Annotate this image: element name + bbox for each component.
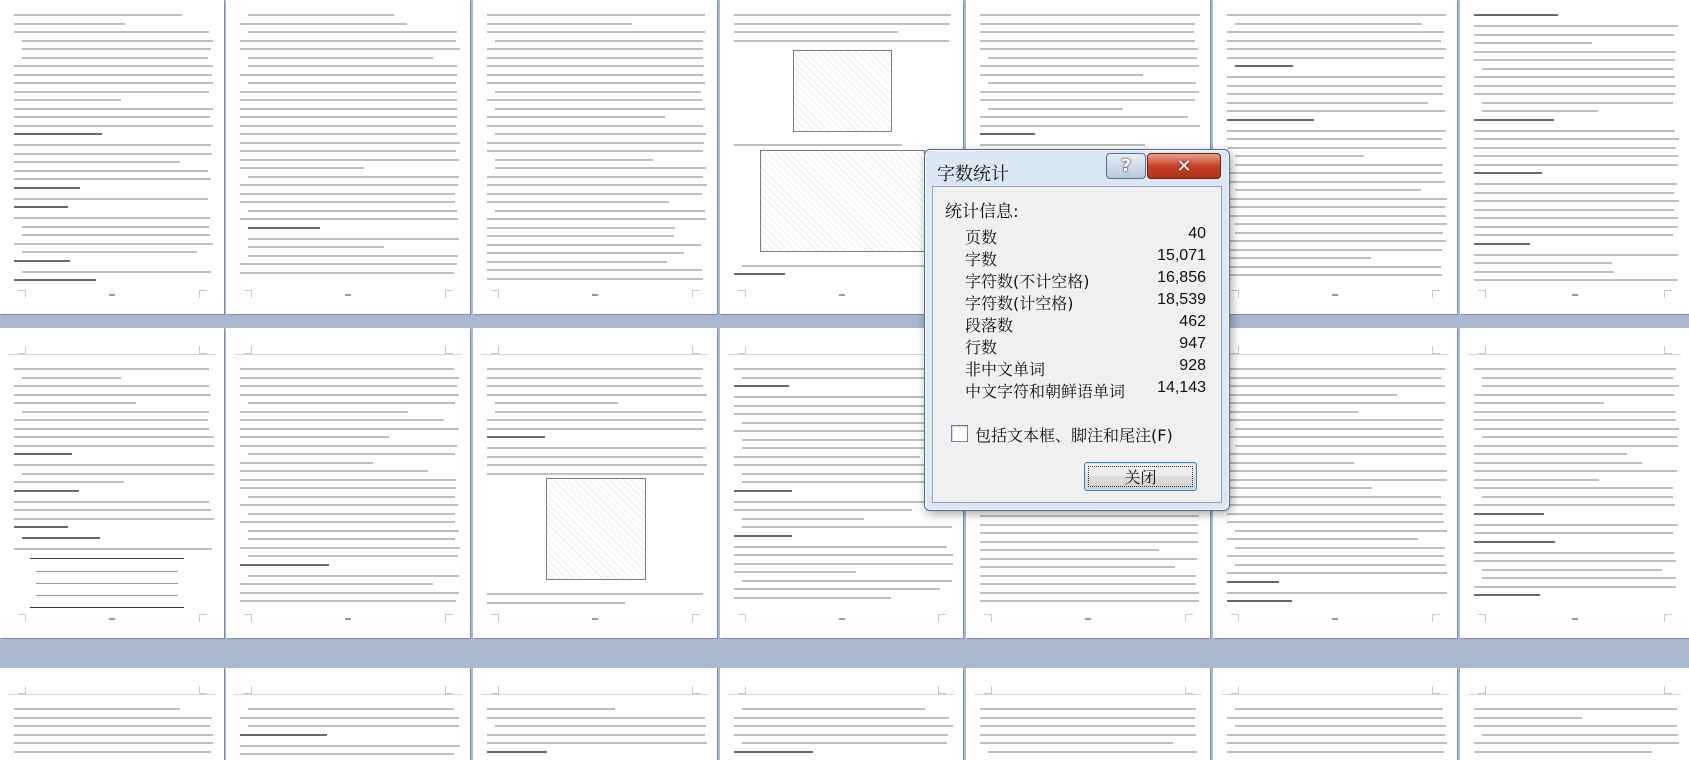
stats-heading: 统计信息: [945, 202, 1019, 222]
stat-label: 页数 [965, 228, 998, 247]
stat-row-words [965, 247, 1206, 269]
page-thumbnail[interactable] [1460, 668, 1689, 760]
stat-value: 947 [1179, 335, 1206, 352]
stat-label: 非中文单词 [965, 360, 1046, 379]
page-thumbnail[interactable] [1213, 668, 1457, 760]
stat-label: 中文字符和朝鲜语单词 [965, 382, 1126, 401]
title-close-button[interactable] [1147, 153, 1221, 179]
stat-row-asian-chars [965, 379, 1206, 401]
page-thumbnail[interactable] [1460, 0, 1689, 314]
page-thumbnail[interactable] [1460, 328, 1689, 638]
page-thumbnail[interactable] [966, 668, 1210, 760]
page-thumbnail[interactable] [0, 328, 224, 638]
page-thumbnail[interactable] [0, 668, 224, 760]
page-thumbnail[interactable] [1213, 0, 1457, 314]
stat-row-chars-no-spaces [965, 269, 1206, 291]
dialog-body [932, 186, 1222, 503]
page-thumbnail[interactable] [473, 668, 717, 760]
page-thumbnail[interactable] [473, 328, 717, 638]
close-button-label: 关闭 [1124, 468, 1157, 487]
stat-row-chars-with-spaces [965, 291, 1206, 313]
stat-value: 14,143 [1157, 379, 1206, 396]
page-thumbnail[interactable] [226, 0, 470, 314]
focus-ring [1088, 466, 1193, 487]
page-thumbnail[interactable] [226, 328, 470, 638]
include-footnotes-label[interactable]: 包括文本框、脚注和尾注(F) [975, 426, 1173, 445]
stat-row-non-asian-words [965, 357, 1206, 379]
stat-value: 15,071 [1157, 247, 1206, 264]
stat-label: 段落数 [965, 316, 1014, 335]
stat-label: 字数 [965, 250, 998, 269]
page-thumbnail[interactable] [720, 668, 963, 760]
page-thumbnail[interactable] [0, 0, 224, 314]
stat-value: 928 [1179, 357, 1206, 374]
stat-value: 462 [1179, 313, 1206, 330]
stat-row-lines [965, 335, 1206, 357]
stat-label: 行数 [965, 338, 998, 357]
close-icon: ✕ [1176, 155, 1192, 177]
close-button[interactable] [1084, 462, 1197, 491]
stat-row-paragraphs [965, 313, 1206, 335]
page-thumbnail[interactable] [1213, 328, 1457, 638]
stat-label: 字符数(计空格) [965, 294, 1074, 313]
stat-value: 16,856 [1157, 269, 1206, 286]
help-button[interactable] [1106, 153, 1146, 179]
stat-value: 40 [1188, 225, 1206, 242]
page-thumbnail[interactable] [226, 668, 470, 760]
stat-row-pages [965, 225, 1206, 247]
dialog-title: 字数统计 [937, 164, 1009, 185]
stat-value: 18,539 [1157, 291, 1206, 308]
help-icon: ? [1121, 156, 1131, 176]
stat-label: 字符数(不计空格) [965, 272, 1090, 291]
page-thumbnail[interactable] [473, 0, 717, 314]
word-count-dialog [924, 149, 1230, 511]
include-footnotes-checkbox[interactable] [951, 425, 968, 442]
